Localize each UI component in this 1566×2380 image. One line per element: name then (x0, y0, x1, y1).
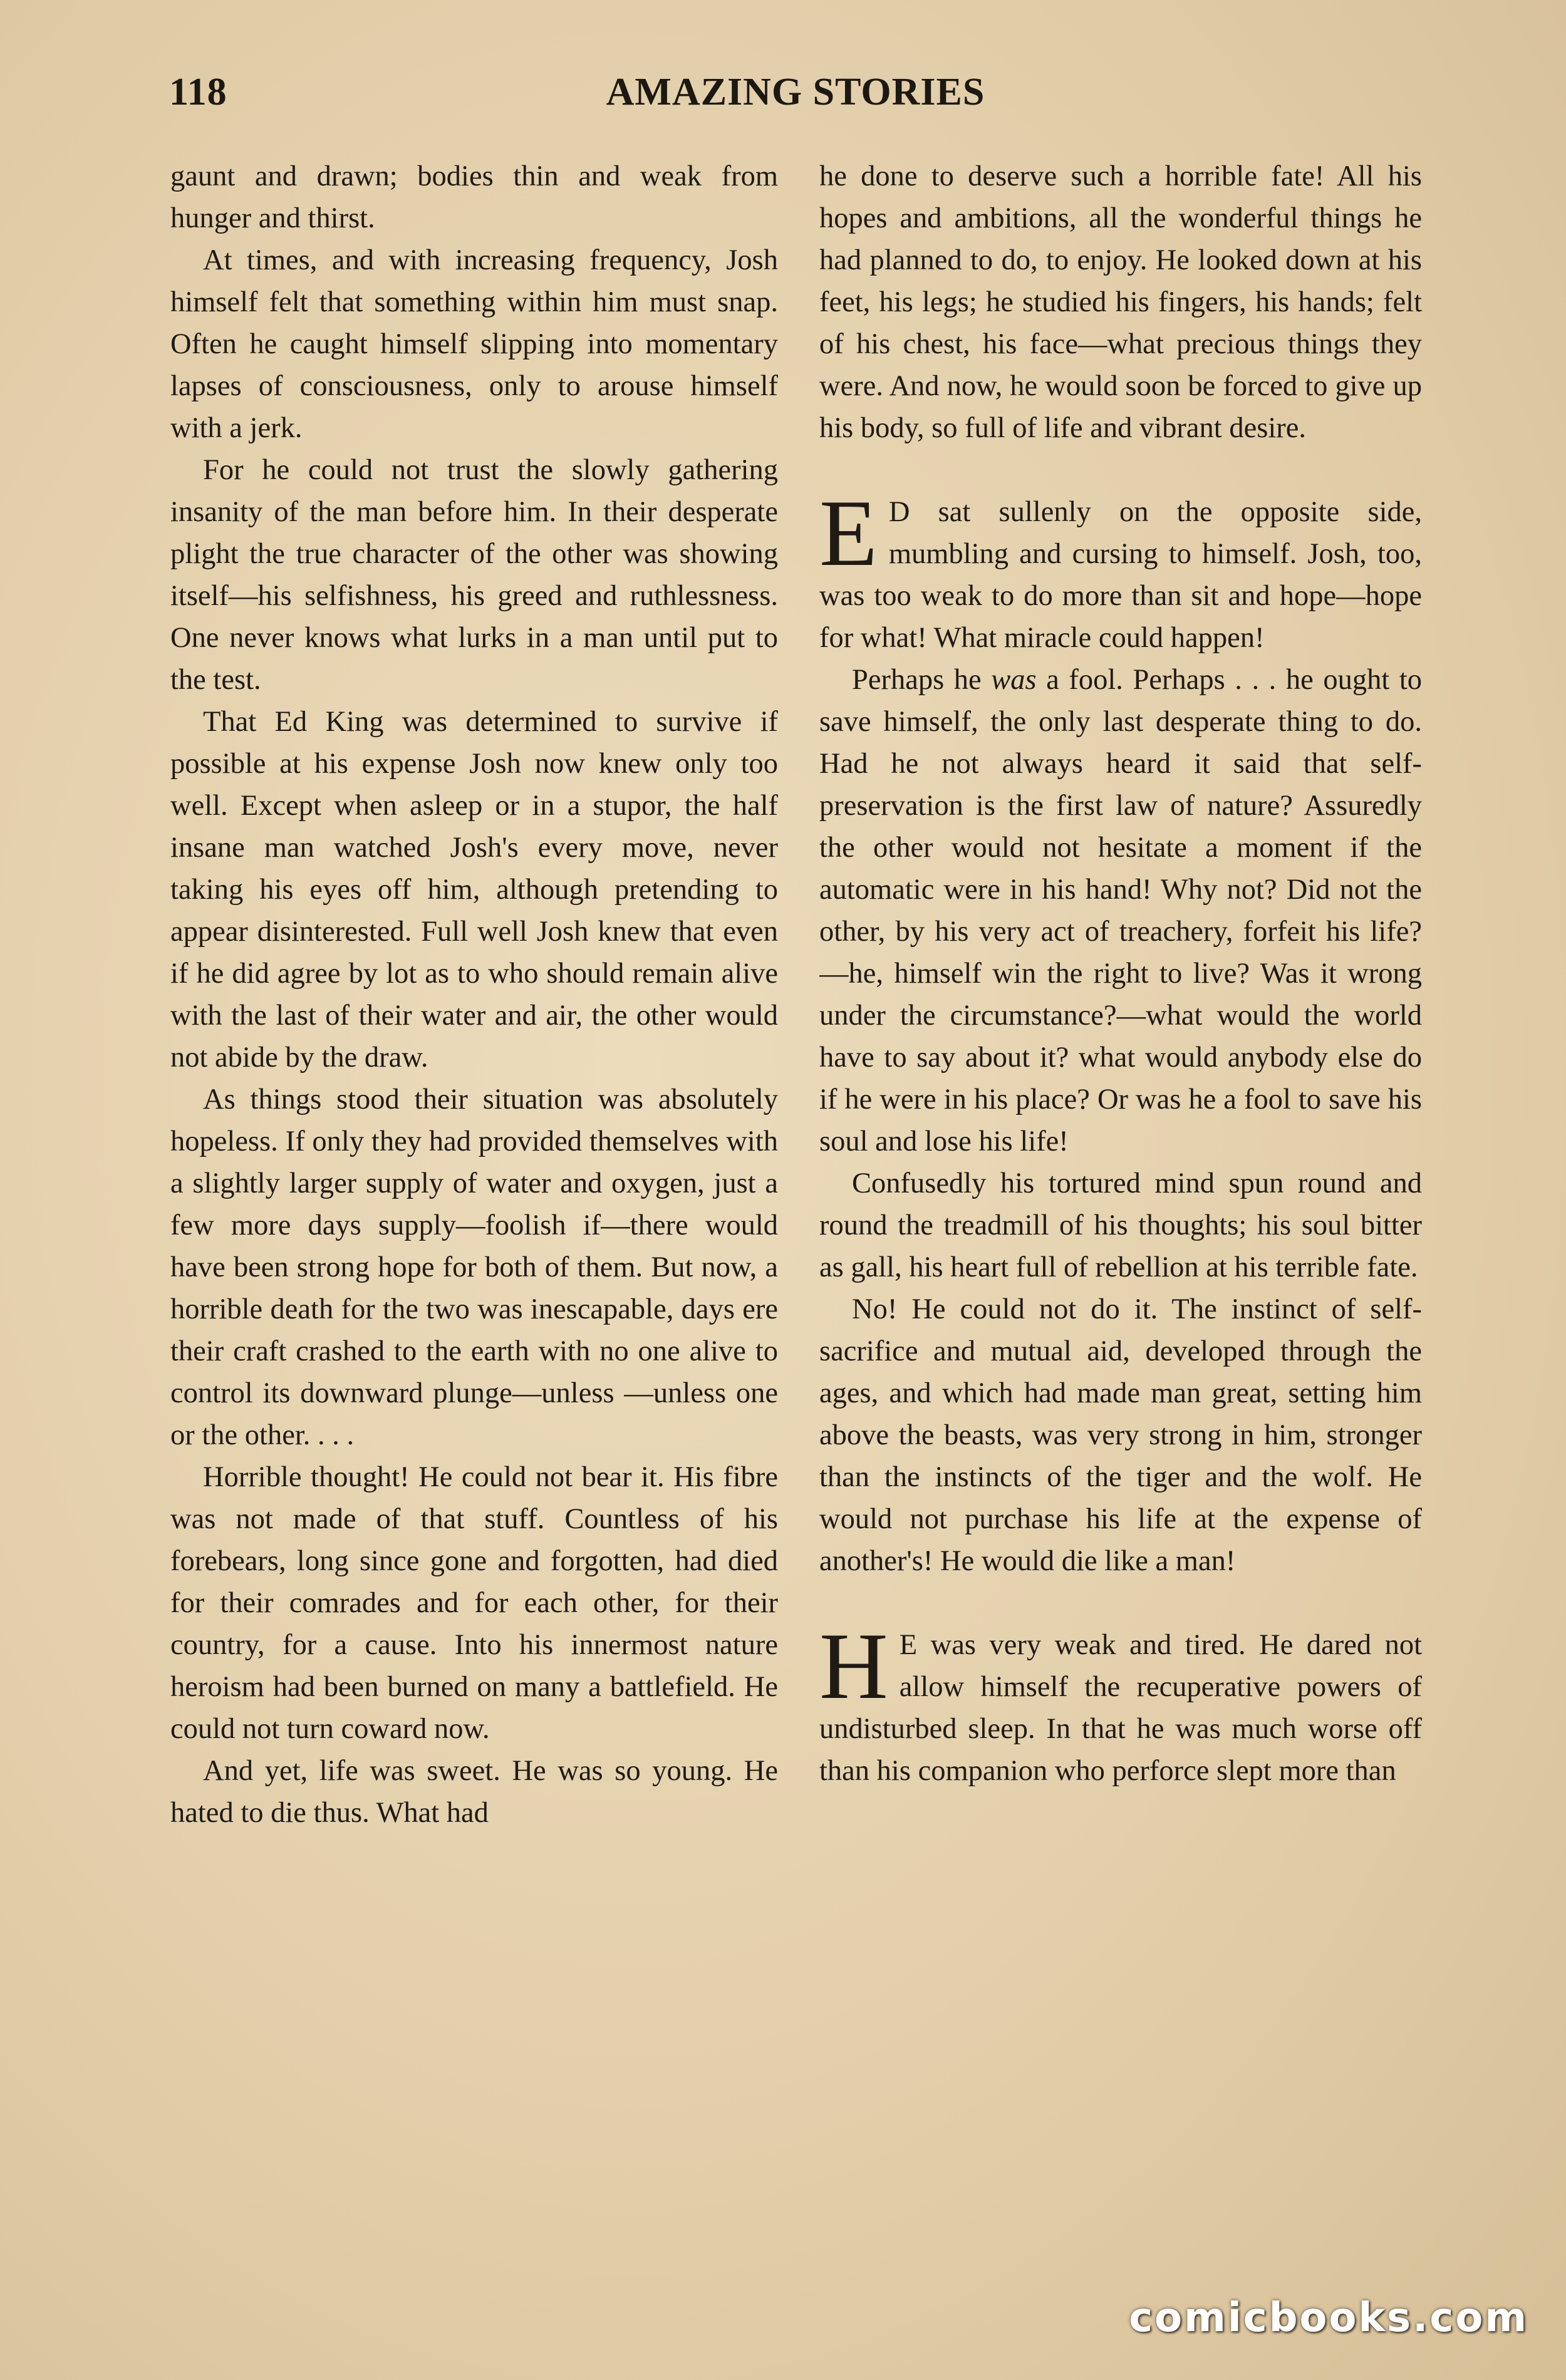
paragraph-text: a fool. Perhaps . . . he ought to save himself, the only last desperate thing to do. Had he not always heard it said that self-preservation is the first law of nature? Assuredly the other would not hesitate a moment if the automatic were in his hand! Why not? Did not the other, by his very act of treachery, forfeit his life?—he, himself win the right to live? Was it wrong under the circumstance?—what would the world have to say about it? what would anybody else do if he were in his place? Or was he a fool to save his soul and lose his life! (819, 664, 1422, 1157)
paragraph-text: Perhaps he (852, 664, 992, 696)
emphasis-text: was (991, 664, 1037, 696)
drop-cap: E (819, 480, 878, 586)
page-header (169, 70, 1422, 127)
paragraph: For he could not trust the slowly gathering insanity of the man before him. In their desperate plight the true character of the other was showing itself—his selfishness, his greed and ruthlessness. One never knows what lurks in a man until put to the test. (170, 454, 778, 696)
paragraph-with-dropcap (819, 480, 1422, 659)
paragraph: Confusedly his tortured mind spun round and round the treadmill of his thoughts; his soul bitter as gall, his heart full of rebellion at his terrible fate. (819, 1167, 1422, 1283)
paragraph (819, 659, 1422, 1162)
paragraph: he done to deserve such a horrible fate! All his hopes and ambitions, all the wonderful things he had planned to do, to enjoy. He looked down at his feet, his legs; he studied his fingers, his hands; felt of his chest, his face—what precious things they were. And now, he would soon be forced to give up his body, so full of life and vibrant desire. (819, 160, 1422, 444)
paragraph-with-dropcap (819, 1613, 1422, 1792)
paragraph: That Ed King was determined to survive if possible at his expense Josh now knew only too well. Except when asleep or in a stupor, the half insane man watched Josh's every move, never taking his eyes off him, although pretending to appear disinterested. Full well Josh knew that even if he did agree by lot as to who should remain alive with the last of their water and air, the other would not abide by the draw. (170, 706, 778, 1074)
drop-cap: H (819, 1613, 888, 1719)
right-column (819, 155, 1422, 2191)
left-column (170, 155, 778, 2191)
paragraph: Horrible thought! He could not bear it. His fibre was not made of that stuff. Countless of his forebears, long since gone and forgotten, had died for their comrades and for each other, for their country, for a cause. Into his innermost nature heroism had been burned on many a battlefield. He could not turn coward now. (170, 1461, 778, 1745)
paragraph: At times, and with increasing frequency, Josh himself felt that something within him must snap. Often he caught himself slipping into momentary lapses of consciousness, only to arouse himself with a jerk. (170, 244, 778, 444)
paragraph: No! He could not do it. The instinct of self-sacrifice and mutual aid, developed through the ages, and which had made man great, setting him above the beasts, was very strong in him, stronger than the instincts of the tiger and the wolf. He would not purchase his life at the expense of another's! He would die like a man! (819, 1293, 1422, 1577)
paragraph-text: D sat sullenly on the opposite side, mumbling and cursing to himself. Josh, too, was too weak to do more than sit and hope—hope for what! What miracle could happen! (819, 496, 1422, 654)
running-title: AMAZING STORIES (606, 71, 985, 113)
paragraph: As things stood their situation was absolutely hopeless. If only they had provided themselves with a slightly larger supply of water and oxygen, just a few more days supply—foolish if—there would have been strong hope for both of them. But now, a horrible death for the two was inescapable, days ere their craft crashed to the earth with no one alive to control its downward plunge—unless —unless one or the other. . . . (170, 1084, 778, 1451)
page-number: 118 (169, 71, 227, 113)
paragraph: And yet, life was sweet. He was so young. He hated to die thus. What had (170, 1755, 778, 1829)
watermark: comicbooks.com (1129, 2295, 1528, 2341)
paragraph: gaunt and drawn; bodies thin and weak from hunger and thirst. (170, 160, 778, 234)
paragraph-text: E was very weak and tired. He dared not allow himself the recuperative powers of undisturbed sleep. In that he was much worse off than his companion who perforce slept more than (819, 1629, 1422, 1787)
